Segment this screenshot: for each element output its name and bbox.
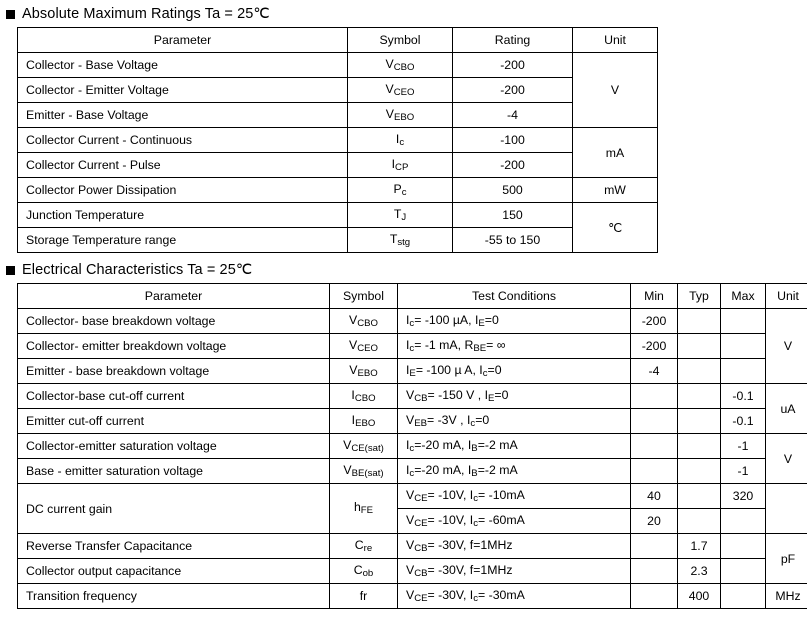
symbol-main: V: [343, 462, 352, 477]
cell-parameter: Collector- emitter breakdown voltage: [18, 334, 330, 359]
symbol-main: C: [354, 537, 364, 552]
absolute-maximum-ratings-table: [17, 27, 658, 253]
cell-rating: -200: [453, 153, 573, 178]
cell-min: [631, 409, 678, 434]
cell-min: -200: [631, 334, 678, 359]
table-row: [18, 78, 658, 103]
symbol-sub: EBO: [357, 368, 378, 380]
cell-min: [631, 534, 678, 559]
table-row: [18, 128, 658, 153]
symbol-main: V: [343, 437, 352, 452]
electrical-characteristics-table: [17, 283, 807, 609]
cell-max: [721, 509, 766, 534]
cell-rating: -4: [453, 103, 573, 128]
cell-test-condition: $V_{CE}= -10V$, $I_c= -10mA$: [398, 484, 631, 509]
cell-unit-microamps: uA: [766, 384, 807, 434]
symbol-main: V: [385, 81, 394, 96]
cell-max: [721, 584, 766, 609]
cell-symbol: [330, 434, 398, 459]
cell-parameter: Collector Power Dissipation: [18, 178, 348, 203]
cell-parameter: Emitter - Base Voltage: [18, 103, 348, 128]
symbol-sub: CBO: [393, 62, 415, 74]
cell-unit-megahertz: MHz: [766, 584, 807, 609]
cell-symbol: fr: [330, 584, 398, 609]
square-bullet-icon: [6, 10, 15, 19]
table-row: [18, 359, 807, 384]
cell-min: 20: [631, 509, 678, 534]
symbol-main: I: [351, 387, 355, 402]
table-row: [18, 153, 658, 178]
table-row: [18, 409, 807, 434]
cell-test-condition: $V_{CB}= -30V$, f=1MHz: [398, 534, 631, 559]
table-row: [18, 103, 658, 128]
cell-max: [721, 559, 766, 584]
cell-parameter: Emitter - base breakdown voltage: [18, 359, 330, 384]
cell-min: [631, 584, 678, 609]
cell-symbol: [330, 534, 398, 559]
cell-max: -1: [721, 459, 766, 484]
symbol-sub: CEO: [393, 87, 415, 99]
cell-max: 320: [721, 484, 766, 509]
table-row: [18, 459, 807, 484]
cell-symbol: [348, 153, 453, 178]
symbol-sub: re: [363, 543, 373, 555]
symbol-main: V: [349, 312, 358, 327]
cell-parameter: Emitter cut-off current: [18, 409, 330, 434]
cell-parameter: Reverse Transfer Capacitance: [18, 534, 330, 559]
column-header-max: Max: [721, 284, 766, 309]
symbol-sub: CE(sat): [351, 443, 384, 455]
symbol-sub: EBO: [393, 112, 415, 124]
symbol-main: T: [393, 206, 402, 221]
cell-min: [631, 384, 678, 409]
symbol-sub: CP: [395, 162, 409, 174]
cell-test-condition: $V_{CE}= -30V$, $I_c= -30mA$: [398, 584, 631, 609]
table-row: [18, 309, 807, 334]
cell-parameter: Collector Current - Pulse: [18, 153, 348, 178]
cell-parameter: Base - emitter saturation voltage: [18, 459, 330, 484]
cell-typ: [678, 359, 721, 384]
cell-test-condition: $I_c= -100$ µA, $I_E=0$: [398, 309, 631, 334]
cell-symbol: [348, 128, 453, 153]
cell-symbol: [330, 309, 398, 334]
cell-unit-milliamps: mA: [573, 128, 658, 178]
column-header-symbol: Symbol: [348, 28, 453, 53]
cell-min: -4: [631, 359, 678, 384]
cell-rating: 500: [453, 178, 573, 203]
cell-parameter: Collector-emitter saturation voltage: [18, 434, 330, 459]
cell-typ: [678, 509, 721, 534]
table-row: [18, 334, 807, 359]
cell-max: [721, 359, 766, 384]
symbol-main: V: [385, 56, 394, 71]
table-header-row: [18, 284, 807, 309]
cell-parameter: DC current gain: [18, 484, 330, 534]
column-header-typ: Typ: [678, 284, 721, 309]
table-row: [18, 534, 807, 559]
cell-max: -0.1: [721, 384, 766, 409]
table-row: [18, 203, 658, 228]
cell-symbol: [330, 334, 398, 359]
table-row: [18, 434, 807, 459]
cell-symbol: [348, 178, 453, 203]
cell-parameter: Collector-base cut-off current: [18, 384, 330, 409]
column-header-min: Min: [631, 284, 678, 309]
table-row: [18, 484, 807, 509]
cell-test-condition: $I_c=-20$ mA, $I_B=-2$ mA: [398, 459, 631, 484]
cell-max: [721, 334, 766, 359]
column-header-parameter: Parameter: [18, 28, 348, 53]
cell-parameter: Transition frequency: [18, 584, 330, 609]
symbol-sub: ob: [362, 568, 374, 580]
cell-rating: -200: [453, 53, 573, 78]
cell-max: [721, 534, 766, 559]
symbol-sub: CBO: [354, 393, 376, 405]
cell-unit-volts: V: [573, 53, 658, 128]
cell-min: [631, 459, 678, 484]
symbol-sub: EBO: [355, 418, 376, 430]
cell-symbol: [348, 203, 453, 228]
square-bullet-icon: [6, 266, 15, 275]
cell-max: [721, 309, 766, 334]
symbol-sub: FE: [360, 505, 374, 517]
symbol-main: V: [349, 362, 358, 377]
cell-symbol: [348, 228, 453, 253]
cell-parameter: Collector output capacitance: [18, 559, 330, 584]
cell-symbol: [330, 484, 398, 534]
column-header-rating: Rating: [453, 28, 573, 53]
column-header-unit: Unit: [573, 28, 658, 53]
symbol-main: P: [393, 181, 402, 196]
cell-parameter: Storage Temperature range: [18, 228, 348, 253]
cell-symbol: [348, 78, 453, 103]
symbol-main: C: [353, 562, 363, 577]
cell-rating: 150: [453, 203, 573, 228]
section-title: Electrical Characteristics Ta = 25℃: [22, 262, 253, 278]
cell-symbol: [330, 409, 398, 434]
symbol-main: I: [395, 131, 400, 146]
cell-parameter: Junction Temperature: [18, 203, 348, 228]
cell-typ: [678, 484, 721, 509]
table-row: [18, 559, 807, 584]
symbol-main: I: [351, 412, 356, 427]
cell-unit-milliwatts: mW: [573, 178, 658, 203]
cell-unit-picofarads: pF: [766, 534, 807, 584]
cell-parameter: Collector Current - Continuous: [18, 128, 348, 153]
cell-typ: [678, 309, 721, 334]
table-header-row: [18, 28, 658, 53]
cell-max: -0.1: [721, 409, 766, 434]
column-header-test-conditions: Test Conditions: [398, 284, 631, 309]
cell-typ: [678, 334, 721, 359]
cell-symbol: [330, 359, 398, 384]
cell-rating: -200: [453, 78, 573, 103]
column-header-symbol: Symbol: [330, 284, 398, 309]
cell-test-condition: $V_{EB}= -3V$ , $I_c=0$: [398, 409, 631, 434]
cell-test-condition: $V_{CB}= -150$ V , $I_E=0$: [398, 384, 631, 409]
cell-typ: [678, 409, 721, 434]
cell-typ: [678, 434, 721, 459]
cell-rating: -100: [453, 128, 573, 153]
cell-symbol: [330, 384, 398, 409]
table-row: [18, 384, 807, 409]
cell-symbol: [330, 459, 398, 484]
table-row: [18, 228, 658, 253]
cell-min: [631, 559, 678, 584]
cell-test-condition: $I_E= -100$ µ A, $I_c=0$: [398, 359, 631, 384]
symbol-main: I: [391, 156, 396, 171]
symbol-sub: stg: [397, 237, 411, 249]
table-row: [18, 584, 807, 609]
symbol-main: V: [385, 106, 394, 121]
cell-test-condition: $V_{CB}= -30V$, f=1MHz: [398, 559, 631, 584]
symbol-sub: c: [401, 187, 407, 199]
cell-unit-empty: [766, 484, 807, 534]
cell-symbol: [330, 559, 398, 584]
cell-min: 40: [631, 484, 678, 509]
cell-typ: [678, 459, 721, 484]
cell-symbol: [348, 53, 453, 78]
section-heading-absolute-maximum-ratings: [6, 6, 807, 22]
symbol-sub: J: [401, 212, 407, 224]
symbol-sub: CBO: [357, 318, 378, 330]
column-header-parameter: Parameter: [18, 284, 330, 309]
cell-unit-volts: V: [766, 434, 807, 484]
cell-parameter: Collector- base breakdown voltage: [18, 309, 330, 334]
symbol-sub: c: [399, 137, 405, 149]
column-header-unit: Unit: [766, 284, 807, 309]
cell-test-condition: $V_{CE}= -10V$, $I_c= -60mA$: [398, 509, 631, 534]
cell-symbol: [348, 103, 453, 128]
cell-unit-celsius: ℃: [573, 203, 658, 253]
cell-parameter: Collector - Emitter Voltage: [18, 78, 348, 103]
table-row: [18, 53, 658, 78]
cell-unit-volts: V: [766, 309, 807, 384]
cell-max: -1: [721, 434, 766, 459]
table-row: [18, 178, 658, 203]
cell-test-condition: $I_c= -1$ mA, $R_{BE}=$ ∞: [398, 334, 631, 359]
symbol-main: h: [353, 500, 361, 515]
cell-typ: 2.3: [678, 559, 721, 584]
symbol-main: T: [389, 231, 398, 246]
symbol-sub: CEO: [357, 343, 378, 355]
cell-test-condition: $I_c=-20$ mA, $I_B=-2$ mA: [398, 434, 631, 459]
symbol-sub: BE(sat): [351, 468, 384, 480]
section-heading-electrical-characteristics: [6, 262, 807, 278]
cell-rating: -55 to 150: [453, 228, 573, 253]
symbol-main: V: [349, 337, 358, 352]
cell-typ: 400: [678, 584, 721, 609]
cell-min: [631, 434, 678, 459]
cell-min: -200: [631, 309, 678, 334]
cell-parameter: Collector - Base Voltage: [18, 53, 348, 78]
cell-typ: 1.7: [678, 534, 721, 559]
section-title: Absolute Maximum Ratings Ta = 25℃: [22, 6, 270, 22]
cell-typ: [678, 384, 721, 409]
